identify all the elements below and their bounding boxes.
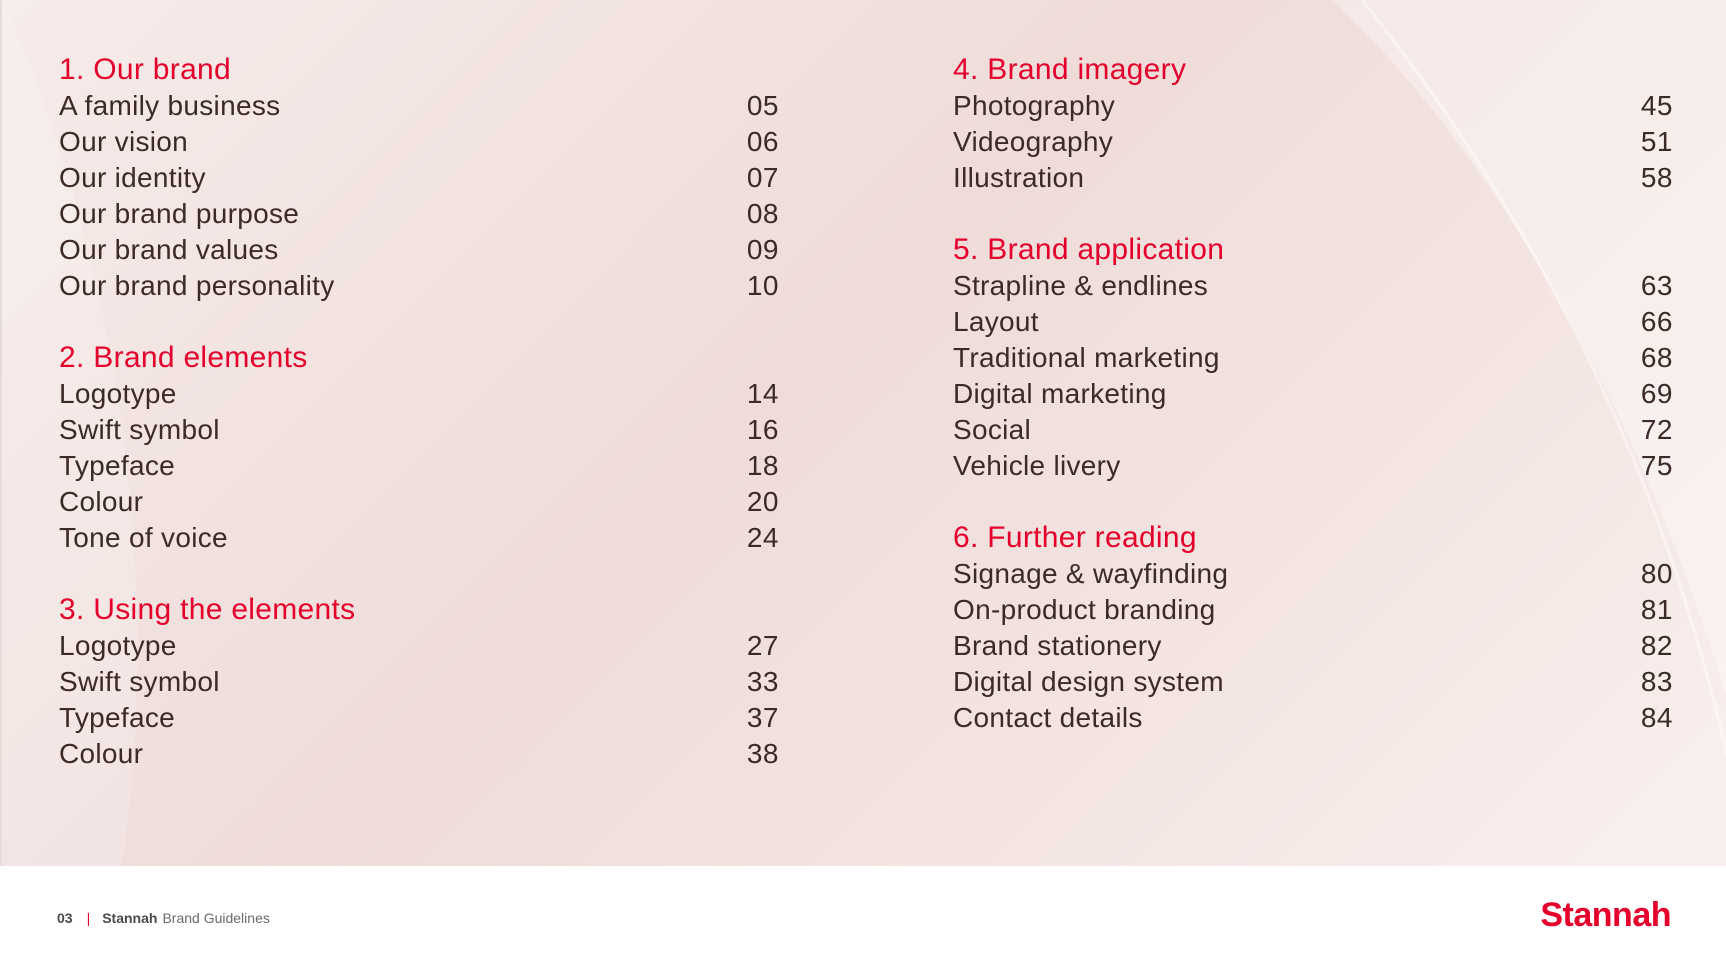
page-number: 03 bbox=[57, 910, 73, 926]
toc-entry-page: 08 bbox=[746, 198, 779, 229]
toc-entry[interactable] bbox=[953, 88, 1673, 124]
toc-entry[interactable] bbox=[953, 376, 1673, 412]
toc-entry-label: Brand stationery bbox=[953, 630, 1162, 661]
toc-entry-label: Typeface bbox=[59, 702, 176, 733]
toc-entry[interactable] bbox=[59, 520, 779, 556]
toc-right-column bbox=[953, 52, 1673, 772]
toc-entry-label: Our brand values bbox=[59, 234, 279, 265]
toc-entry[interactable] bbox=[59, 700, 779, 736]
toc-section bbox=[953, 232, 1673, 484]
toc-entry[interactable] bbox=[953, 340, 1673, 376]
toc-entry-label: Social bbox=[953, 414, 1032, 445]
toc-entry-label: Digital design system bbox=[953, 666, 1224, 697]
toc-entry-label: Contact details bbox=[953, 702, 1143, 733]
toc-entry-page: 20 bbox=[746, 486, 779, 517]
toc-entry-label: Videography bbox=[953, 126, 1114, 157]
toc-entry-label: Swift symbol bbox=[59, 414, 220, 445]
toc-entry-label: Traditional marketing bbox=[953, 342, 1220, 373]
toc-entry[interactable] bbox=[59, 736, 779, 772]
toc-entry-page: 07 bbox=[746, 162, 779, 193]
toc-entry-label: Colour bbox=[59, 486, 144, 517]
toc-entry-page: 83 bbox=[1640, 666, 1673, 697]
toc-section bbox=[59, 340, 779, 556]
toc-entry[interactable] bbox=[59, 268, 779, 304]
section-heading[interactable]: 2. Brand elements bbox=[59, 341, 308, 374]
toc-entry[interactable] bbox=[953, 628, 1673, 664]
toc-entry[interactable] bbox=[59, 376, 779, 412]
toc-left-column bbox=[59, 52, 779, 808]
toc-entry[interactable] bbox=[953, 412, 1673, 448]
toc-entry-page: 33 bbox=[746, 666, 779, 697]
toc-entry-label: On-product branding bbox=[953, 594, 1216, 625]
toc-entry-page: 80 bbox=[1640, 558, 1673, 589]
stannah-logo: Stannah bbox=[1540, 896, 1671, 934]
toc-entry[interactable] bbox=[59, 124, 779, 160]
toc-entry-label: Logotype bbox=[59, 378, 177, 409]
toc-entry-page: 05 bbox=[746, 90, 779, 121]
toc-section bbox=[59, 592, 779, 772]
toc-entry-page: 38 bbox=[746, 738, 779, 769]
toc-entry[interactable] bbox=[59, 412, 779, 448]
toc-entry-label: Typeface bbox=[59, 450, 176, 481]
toc-entry[interactable] bbox=[59, 196, 779, 232]
toc-entry-page: 81 bbox=[1640, 594, 1673, 625]
toc-entry[interactable] bbox=[953, 556, 1673, 592]
footer bbox=[0, 866, 1726, 967]
toc-section bbox=[953, 520, 1673, 736]
toc-entry-label: Tone of voice bbox=[59, 522, 228, 553]
footer-document-title: Brand Guidelines bbox=[162, 910, 270, 926]
footer-separator: | bbox=[86, 910, 91, 926]
toc-entry-label: Our brand personality bbox=[59, 270, 335, 301]
toc-entry[interactable] bbox=[953, 592, 1673, 628]
toc-entry-page: 58 bbox=[1640, 162, 1673, 193]
footer-info bbox=[57, 910, 270, 926]
toc-entry-page: 51 bbox=[1640, 126, 1673, 157]
toc-entry-page: 84 bbox=[1640, 702, 1673, 733]
toc-entry[interactable] bbox=[59, 628, 779, 664]
section-heading[interactable]: 5. Brand application bbox=[953, 233, 1225, 266]
toc-entry[interactable] bbox=[953, 160, 1673, 196]
toc-entry[interactable] bbox=[59, 664, 779, 700]
footer-brand: Stannah bbox=[102, 910, 158, 926]
toc-section bbox=[953, 52, 1673, 196]
toc-section bbox=[59, 52, 779, 304]
toc-entry-page: 69 bbox=[1640, 378, 1673, 409]
toc-entry[interactable] bbox=[953, 124, 1673, 160]
toc-entry[interactable] bbox=[59, 88, 779, 124]
toc-entry[interactable] bbox=[953, 304, 1673, 340]
toc-entry[interactable] bbox=[953, 448, 1673, 484]
toc-entry-page: 45 bbox=[1640, 90, 1673, 121]
toc-entry-label: Vehicle livery bbox=[953, 450, 1121, 481]
toc-entry-page: 75 bbox=[1640, 450, 1673, 481]
toc-entry-page: 10 bbox=[746, 270, 779, 301]
toc-entry-label: Strapline & endlines bbox=[953, 270, 1209, 301]
toc-entry-label: Layout bbox=[953, 306, 1039, 337]
toc-entry-label: Photography bbox=[953, 90, 1116, 121]
toc-entry-label: Logotype bbox=[59, 630, 177, 661]
toc-entry-page: 16 bbox=[746, 414, 779, 445]
section-heading[interactable]: 4. Brand imagery bbox=[953, 53, 1187, 86]
toc-entry-label: Our vision bbox=[59, 126, 189, 157]
toc-entry-page: 06 bbox=[746, 126, 779, 157]
toc-entry-label: Colour bbox=[59, 738, 144, 769]
toc-entry-page: 24 bbox=[746, 522, 779, 553]
toc-entry[interactable] bbox=[953, 664, 1673, 700]
toc-entry-page: 37 bbox=[746, 702, 779, 733]
toc-entry[interactable] bbox=[953, 268, 1673, 304]
toc-entry[interactable] bbox=[59, 448, 779, 484]
toc-entry-page: 18 bbox=[746, 450, 779, 481]
toc-entry-label: Signage & wayfinding bbox=[953, 558, 1229, 589]
toc-entry-page: 63 bbox=[1640, 270, 1673, 301]
toc-entry[interactable] bbox=[59, 232, 779, 268]
toc-entry-page: 27 bbox=[746, 630, 779, 661]
toc-entry[interactable] bbox=[59, 484, 779, 520]
toc-entry-label: Swift symbol bbox=[59, 666, 220, 697]
section-heading[interactable]: 6. Further reading bbox=[953, 521, 1197, 554]
toc-entry-label: Our identity bbox=[59, 162, 206, 193]
toc-entry[interactable] bbox=[953, 700, 1673, 736]
toc-entry-page: 14 bbox=[746, 378, 779, 409]
toc-entry-label: Illustration bbox=[953, 162, 1085, 193]
toc-entry-page: 66 bbox=[1640, 306, 1673, 337]
toc-entry-label: A family business bbox=[59, 90, 281, 121]
toc-entry-label: Our brand purpose bbox=[59, 198, 300, 229]
toc-entry-label: Digital marketing bbox=[953, 378, 1167, 409]
section-heading[interactable]: 1. Our brand bbox=[59, 53, 232, 86]
toc-entry-page: 82 bbox=[1640, 630, 1673, 661]
toc-entry[interactable] bbox=[59, 160, 779, 196]
toc-entry-page: 09 bbox=[746, 234, 779, 265]
toc-entry-page: 68 bbox=[1640, 342, 1673, 373]
section-heading[interactable]: 3. Using the elements bbox=[59, 593, 356, 626]
toc-entry-page: 72 bbox=[1640, 414, 1673, 445]
